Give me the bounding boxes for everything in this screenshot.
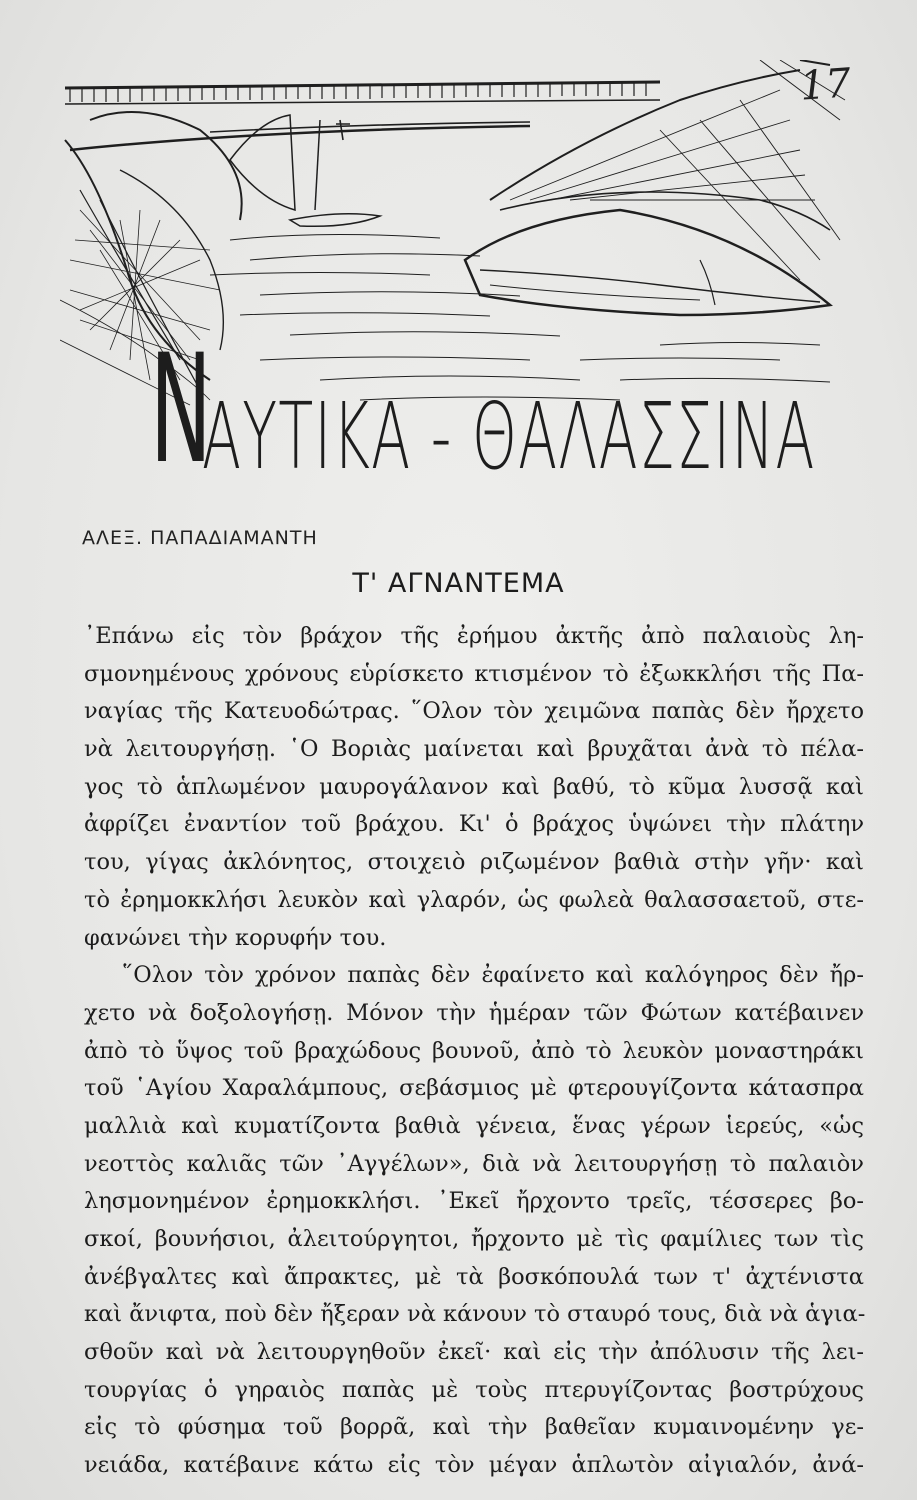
- title-initial: Ν: [150, 323, 212, 497]
- page-number: 17: [798, 60, 853, 110]
- text-line: ἀφρίζει ἐναντίον τοῦ βράχου. Κι' ὁ βράχος ὑψώνει τὴν πλάτην: [84, 811, 864, 838]
- text-line: τὸ ἐρημοκκλήσι λευκὸν καὶ γλαρόν, ὡς φωλεὰ θαλασσαετοῦ, στε-: [84, 886, 864, 913]
- body-text: [84, 618, 864, 1485]
- text-line: ἀνέβγαλτες καὶ ἄπρακτες, μὲ τὰ βοσκόπουλά των τ' ἀχτένιστα: [84, 1263, 864, 1290]
- text-line: φανώνει τὴν κορυφήν του.: [84, 924, 387, 951]
- text-line: σμονημένους χρόνους εὑρίσκετο κτισμένον τὸ ἐξωκκλήσι τῆς Πα-: [84, 660, 864, 687]
- text-line: νὰ λειτουργήσῃ. ῾Ο Βοριὰς μαίνεται καὶ βρυχᾶται ἀνὰ τὸ πέλα-: [84, 736, 864, 763]
- text-line: σκοί, βουνήσιοι, ἀλειτούργητοι, ἤρχοντο μὲ τὶς φαμίλιες των τὶς: [84, 1226, 864, 1252]
- text-line: ναγίας τῆς Κατευοδώτρας. ῞Ολον τὸν χειμῶνα παπὰς δὲν ἤρχετο: [84, 698, 864, 725]
- text-line: λησμονημένον ἐρημοκκλήσι. ᾿Εκεῖ ἤρχοντο τρεῖς, τέσσερες βο-: [84, 1188, 864, 1215]
- title-rest: ΑΥΤΙΚΑ - ΘΑΛΑΣΣΙΝΑ: [202, 383, 816, 490]
- text-line: μαλλιὰ καὶ κυματίζοντα βαθιὰ γένεια, ἕνας γέρων ἱερεύς, «ὡς: [84, 1112, 864, 1139]
- author: ΑΛΕΞ. ΠΑΠΑΔΙΑΜΑΝΤΗ: [82, 527, 318, 549]
- text-line: ῞Ολον τὸν χρόνον παπὰς δὲν ἐφαίνετο καὶ καλόγηρος δὲν ἤρ-: [122, 962, 864, 989]
- article-title: Τ' ΑΓΝΑΝΤΕΜΑ: [352, 568, 565, 599]
- main-title: [150, 323, 816, 497]
- text-line: νεοττὸς καλιᾶς τῶν ᾿Αγγέλων», διὰ νὰ λειτουργήσῃ τὸ παλαιὸν: [84, 1150, 864, 1177]
- text-line: χετο νὰ δοξολογήσῃ. Μόνον τὴν ἡμέραν τῶν Φώτων κατέβαινεν: [84, 999, 864, 1026]
- text-line: τουργίας ὁ γηραιὸς παπὰς μὲ τοὺς πτερυγίζοντας βοστρύχους: [84, 1376, 864, 1403]
- text-line: καὶ ἄνιφτα, ποὺ δὲν ἤξεραν νὰ κάνουν τὸ σταυρό τους, διὰ νὰ ἁγια-: [84, 1301, 866, 1328]
- text-line: τοῦ ῾Αγίου Χαραλάμπους, σεβάσμιος μὲ φτερουγίζοντα κάτασπρα: [84, 1075, 864, 1102]
- text-line: ἀπὸ τὸ ὕψος τοῦ βραχώδους βουνοῦ, ἀπὸ τὸ λευκὸν μοναστηράκι: [84, 1037, 864, 1064]
- text-line: εἰς τὸ φύσημα τοῦ βορρᾶ, καὶ τὴν βαθεῖαν κυμαινομένην γε-: [84, 1414, 864, 1441]
- text-line: ᾿Επάνω εἰς τὸν βράχον τῆς ἐρήμου ἀκτῆς ἀπὸ παλαιοὺς λη-: [84, 623, 864, 649]
- text-line: γος τὸ ἁπλωμένον μαυρογάλανον καὶ βαθύ, τὸ κῦμα λυσσᾷ καὶ: [84, 773, 864, 800]
- text-line: σθοῦν καὶ νὰ λειτουργηθοῦν ἐκεῖ· καὶ εἰς τὴν ἀπόλυσιν τῆς λει-: [84, 1339, 864, 1366]
- text-line: νειάδα, κατέβαινε κάτω εἰς τὸν μέγαν ἁπλωτὸν αἰγιαλόν, ἀνά-: [84, 1452, 864, 1479]
- text-line: του, γίγας ἀκλόνητος, στοιχειὸ ριζωμένον βαθιὰ στὴν γῆν· καὶ: [84, 849, 864, 876]
